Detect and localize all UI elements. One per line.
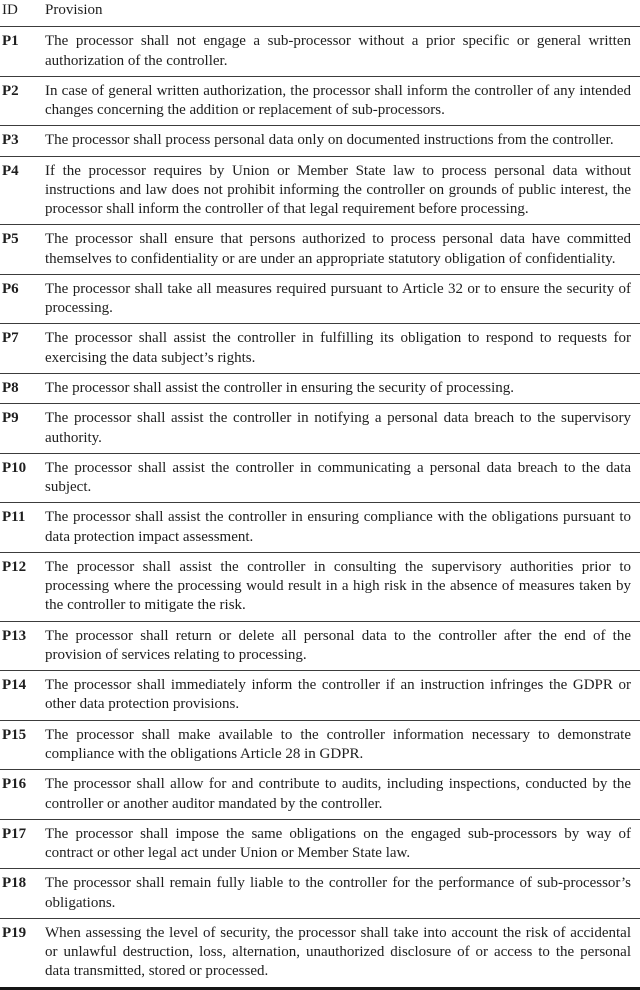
provision-id: P9 xyxy=(2,410,19,427)
provision-id: P4 xyxy=(2,162,19,179)
provision-text: The processor shall ensure that persons authorized to process personal data have committed themselves to confidentiality or are under an appropriate statutory obligation of confidentiality. xyxy=(45,231,631,267)
provision-id: P1 xyxy=(2,33,19,50)
provision-text: The processor shall assist the controller in ensuring the security of processing. xyxy=(45,379,515,396)
header-row xyxy=(0,0,640,27)
table-body xyxy=(0,27,640,988)
provision-text: The processor shall assist the controller in communicating a personal data breach to the data subject. xyxy=(45,459,631,496)
table-row xyxy=(0,404,640,454)
table-row xyxy=(0,770,640,820)
table-row xyxy=(0,621,640,671)
provision-text: The processor shall remain fully liable to the controller for the performance of sub-processor’s obligations. xyxy=(45,875,631,911)
table-row xyxy=(0,552,640,621)
provision-text: The processor shall immediately inform the controller if an instruction infringes the GDPR or other data protection provisions. xyxy=(45,677,631,713)
table-row xyxy=(0,720,640,770)
provision-text: The processor shall impose the same obligations on the engaged sub-processors by way of contract or other legal act under Union or Member State law. xyxy=(45,825,631,862)
provision-id: P8 xyxy=(2,379,19,396)
table-row xyxy=(0,225,640,275)
provision-id: P16 xyxy=(2,776,27,793)
table-row xyxy=(0,76,640,126)
table-row xyxy=(0,819,640,869)
provision-id: P10 xyxy=(2,459,27,476)
provision-id: P14 xyxy=(2,677,27,694)
provision-id: P18 xyxy=(2,875,27,892)
table-row xyxy=(0,274,640,324)
provision-id: P17 xyxy=(2,825,27,842)
provision-text: In case of general written authorization, the processor shall inform the controller of any intended changes concerning the addition or replacement of sub-processors. xyxy=(45,82,631,119)
provision-text: The processor shall make available to the controller information necessary to demonstrate compliance with the obligations Article 28 in GDPR. xyxy=(45,726,631,762)
provision-id: P12 xyxy=(2,558,27,575)
table-row xyxy=(0,918,640,988)
table-header xyxy=(0,0,640,27)
table-row xyxy=(0,869,640,919)
provision-text: If the processor requires by Union or Member State law to process personal data without instructions and law does not prohibit informing the controller on grounds of public interest, the processor shall inform the controller of that legal requirement before processing. xyxy=(45,162,631,218)
provision-text: When assessing the level of security, the processor shall take into account the risk of accidental or unlawful destruction, loss, alternation, unauthorized disclosure of or access to the personal data transmitted, stored or processed. xyxy=(45,924,631,980)
column-header-id: ID xyxy=(2,2,18,18)
provision-text: The processor shall assist the controller in notifying a personal data breach to the supervisory authority. xyxy=(45,410,631,446)
provision-id: P15 xyxy=(2,726,27,743)
table-row xyxy=(0,156,640,225)
table-row xyxy=(0,671,640,721)
table-row xyxy=(0,503,640,553)
provision-id: P19 xyxy=(2,924,27,941)
provision-text: The processor shall assist the controller in fulfilling its obligation to respond to requests for exercising the data subject’s rights. xyxy=(45,330,631,366)
provision-text: The processor shall take all measures required pursuant to Article 32 or to ensure the security of processing. xyxy=(45,280,631,317)
table-row xyxy=(0,373,640,403)
provision-id: P7 xyxy=(2,330,19,347)
provision-id: P2 xyxy=(2,82,19,99)
table-row xyxy=(0,27,640,77)
provision-text: The processor shall allow for and contribute to audits, including inspections, conducted by the controller or another auditor mandated by the controller. xyxy=(45,776,631,812)
provision-id: P13 xyxy=(2,627,27,644)
column-header-provision: Provision xyxy=(45,2,103,18)
table-row xyxy=(0,453,640,503)
provision-text: The processor shall process personal data only on documented instructions from the controller. xyxy=(45,132,614,149)
table-row xyxy=(0,324,640,374)
provision-id: P5 xyxy=(2,231,19,248)
provision-id: P11 xyxy=(2,509,26,526)
table-row xyxy=(0,126,640,156)
provision-text: The processor shall assist the controller in ensuring compliance with the obligations pursuant to data protection impact assessment. xyxy=(45,509,631,545)
provision-id: P6 xyxy=(2,280,19,297)
provision-text: The processor shall return or delete all personal data to the controller after the end of the provision of services relating to processing. xyxy=(45,627,631,663)
provision-text: The processor shall assist the controller in consulting the supervisory authorities prior to processing where the processing would result in a high risk in the absence of measures taken by the controller to mitigate the risk. xyxy=(45,558,631,614)
provision-text: The processor shall not engage a sub-processor without a prior specific or general written authorization of the controller. xyxy=(45,33,631,69)
provision-id: P3 xyxy=(2,132,19,149)
